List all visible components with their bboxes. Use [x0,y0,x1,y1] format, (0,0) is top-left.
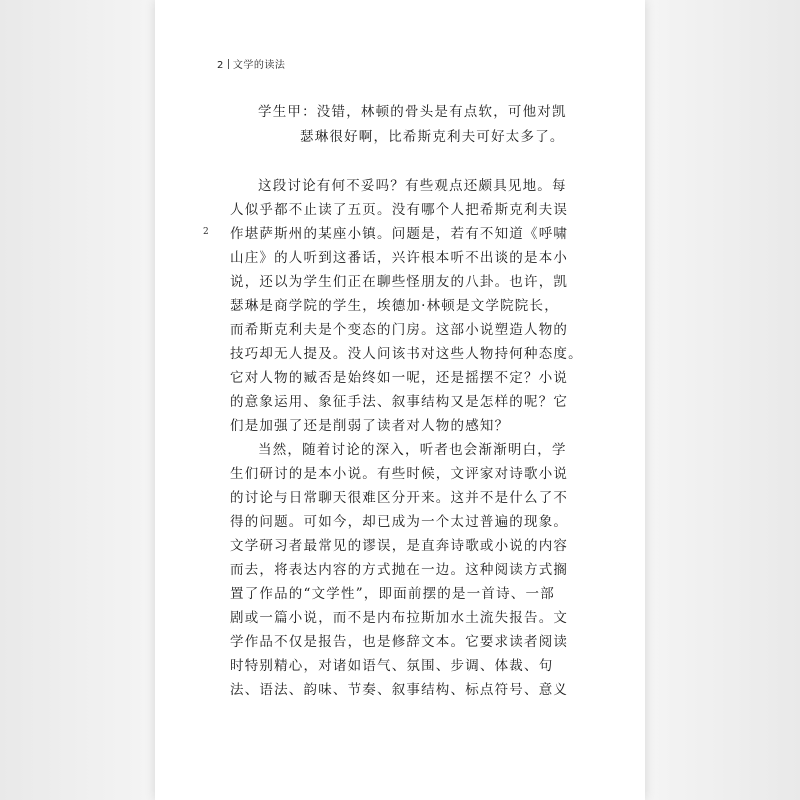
paragraph-line: 山庄》的人听到这番话，兴许根本听不出谈的是本小 [230,250,569,266]
margin-page-marker: 2 [203,227,209,237]
paragraph-line: 而希斯克利夫是个变态的门房。这部小说塑造人物的 [230,322,569,338]
header-divider [228,59,229,69]
paragraph-line: 人似乎都不止读了五页。没有哪个人把希斯克利夫误 [230,202,569,218]
book-title: 文学的读法 [232,60,286,71]
dialogue-line: 学生甲：没错，林顿的骨头是有点软，可他对凯 [258,104,567,120]
paragraph-line: 瑟琳是商学院的学生，埃德加·林顿是文学院院长， [230,298,559,314]
paragraph-line: 生们研讨的是本小说。有些时候，文评家对诗歌小说 [230,466,569,482]
paragraph-line: 作堪萨斯州的某座小镇。问题是，若有不知道《呼啸 [230,226,569,242]
paragraph-line: 的意象运用、象征手法、叙事结构又是怎样的呢？它 [230,394,569,410]
paragraph-line: 它对人物的臧否是始终如一呢，还是摇摆不定？小说 [230,370,569,386]
running-header [217,56,285,71]
paragraph-line: 学作品不仅是报告，也是修辞文本。它要求读者阅读 [230,634,569,650]
paragraph-line: 置了作品的“文学性”，即面前摆的是一首诗、一部 [230,586,555,602]
book-page [155,0,645,800]
paragraph-line: 文学研习者最常见的谬误，是直奔诗歌或小说的内容 [230,538,569,554]
paragraph-line: 的讨论与日常聊天很难区分开来。这并不是什么了不 [230,490,569,506]
paragraph-line: 们是加强了还是削弱了读者对人物的感知？ [230,418,510,434]
paragraph-line: 当然，随着讨论的深入，听者也会渐渐明白，学 [258,442,567,458]
paragraph-line: 而去，将表达内容的方式抛在一边。这种阅读方式搁 [230,562,569,578]
paragraph-line: 剧或一篇小说，而不是内布拉斯加水土流失报告。文 [230,610,569,626]
paragraph-line: 这段讨论有何不妥吗？有些观点还颇具见地。每 [258,178,567,194]
paragraph-line: 说，还以为学生们正在聊些怪朋友的八卦。也许，凯 [230,274,569,290]
paragraph-line: 时特别精心，对诸如语气、氛围、步调、体裁、句 [230,658,554,674]
paragraph-line: 法、语法、韵味、节奏、叙事结构、标点符号、意义 [230,682,569,698]
page-number: 2 [217,60,224,71]
dialogue-line: 瑟琳很好啊，比希斯克利夫可好太多了。 [300,129,565,145]
paragraph-line: 技巧却无人提及。没人问该书对这些人物持何种态度。 [230,346,583,362]
paragraph-line: 得的问题。可如今，却已成为一个太过普遍的现象。 [230,514,569,530]
